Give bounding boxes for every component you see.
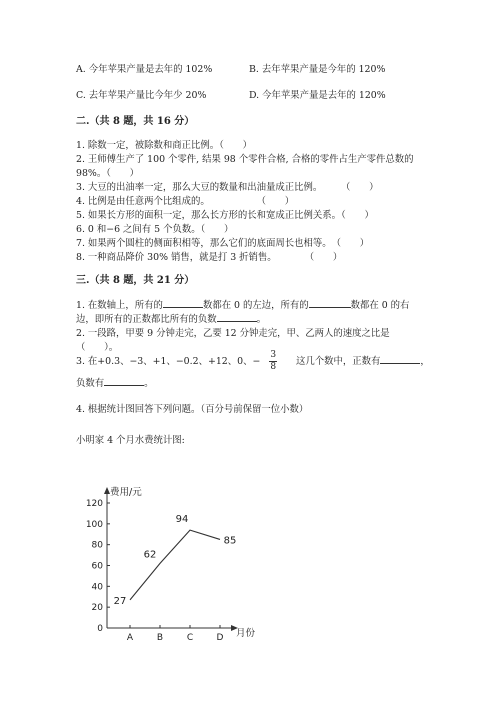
data-label: 27 xyxy=(113,595,127,607)
y-axis-label: 费用/元 xyxy=(110,487,142,498)
x-tick-label: B xyxy=(156,633,164,643)
data-labels xyxy=(114,514,237,607)
fraction-denominator: 8 xyxy=(270,362,277,372)
s3-q1-text-c: 数都在 0 的右 xyxy=(350,300,410,311)
y-tick-label: 120 xyxy=(85,499,103,509)
y-tick-label: 60 xyxy=(91,561,103,572)
y-tick-label: 100 xyxy=(85,519,103,530)
y-tick-label: 40 xyxy=(91,582,103,593)
data-label: 94 xyxy=(175,514,189,526)
x-tick-label: C xyxy=(186,633,194,643)
s2-question-2-cont: 98%。（ ） xyxy=(76,168,140,179)
series-line xyxy=(130,530,220,600)
x-tick-label: A xyxy=(126,633,134,643)
option-b: B. 去年苹果产量是今年的 120% xyxy=(249,64,386,75)
s3-q3-text-b: 这几个数中，正数有 xyxy=(296,356,381,367)
s3-q1-line2: 边，即所有的正数都比所有的负数 xyxy=(76,314,217,325)
option-a: A. 今年苹果产量是去年的 102% xyxy=(76,64,213,75)
x-tick-label: D xyxy=(216,633,224,643)
section3-heading: 三.（共 8 题，共 21 分） xyxy=(76,275,195,286)
s2-question-6: 6. 0 和−6 之间有 5 个负数。（ ） xyxy=(76,224,234,235)
chart-caption: 小明家 4 个月水费统计图: xyxy=(76,435,185,446)
data-label: 85 xyxy=(223,535,237,547)
y-ticks xyxy=(86,499,110,634)
s2-question-2: 2. 王师傅生产了 100 个零件, 结果 98 个零件合格, 合格的零件占生产零件总数的 xyxy=(76,154,414,165)
s3-question-2: 2. 一段路，甲要 9 分钟走完，乙要 12 分钟走完，甲、乙两人的速度之比是 xyxy=(76,328,390,339)
s3-q1-line2-end: 。 xyxy=(256,314,267,325)
s2-question-1: 1. 除数一定，被除数和商正比例。（ ） xyxy=(76,140,252,151)
y-tick-label: 0 xyxy=(97,624,103,634)
s2-question-3: 3. 大豆的出油率一定，那么大豆的数量和出油量成正比例。 （ ） xyxy=(76,182,379,193)
y-tick-label: 80 xyxy=(91,540,103,551)
s2-question-8: 8. 一种商品降价 30% 销售，就是打 3 折销售。 （ ） xyxy=(76,252,343,263)
s3-q1-text-a: 1. 在数轴上，所有的 xyxy=(76,300,163,311)
fraction-numerator: 3 xyxy=(270,350,277,360)
data-label: 62 xyxy=(143,549,157,561)
y-tick-label: 20 xyxy=(91,603,103,614)
x-axis-label: 月份 xyxy=(236,628,256,639)
s3-q3-line2-end: 。 xyxy=(144,378,154,389)
section2-heading: 二.（共 8 题，共 16 分） xyxy=(76,116,195,127)
s3-question-2-cont: （ ）。 xyxy=(76,342,119,353)
s3-q3-line2: 负数有 xyxy=(76,378,105,389)
s3-q3-text-a: 3. 在+0.3、−3、+1、−0.2、+12、0、− xyxy=(76,356,261,367)
s2-question-5: 5. 如果长方形的面积一定，那么长方形的长和宽成正比例关系。（ ） xyxy=(76,210,374,221)
s3-q3-text-b-end: ， xyxy=(420,356,430,367)
option-d: D. 今年苹果产量是去年的 120% xyxy=(249,90,386,101)
option-c: C. 去年苹果产量比今年少 20% xyxy=(76,90,207,101)
s2-question-7: 7. 如果两个圆柱的侧面积相等，那么它们的底面周长也相等。 （ ） xyxy=(76,238,370,249)
s3-q1-text-b: 数都在 0 的左边，所有的 xyxy=(202,300,309,311)
s2-question-4: 4. 比例是由任意两个比组成的。 （ ） xyxy=(76,196,295,207)
s3-question-4: 4. 根据统计图回答下列问题。（百分号前保留一位小数） xyxy=(76,404,309,415)
